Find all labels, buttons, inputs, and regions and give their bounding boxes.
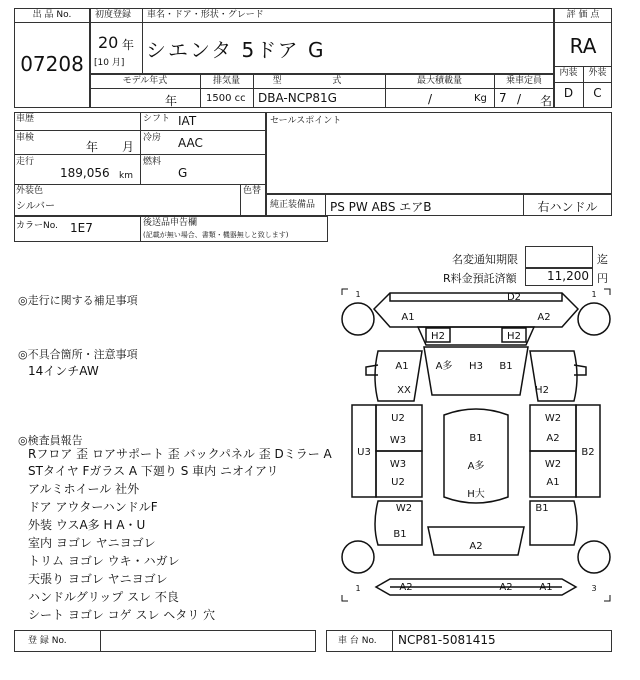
inspector-line: STタイヤ Fガラス A 下廻り S 車内 ニオイアリ: [28, 464, 279, 478]
car-name: シエンタ 5ドア G: [146, 38, 326, 62]
right-fender-label: H2: [535, 385, 549, 396]
defects-label: ◎不具合箇所・注意事項: [18, 348, 138, 361]
inspection-month-unit: 月: [122, 140, 135, 154]
left-door-2-label: W3: [389, 435, 407, 446]
ac-value: AAC: [178, 136, 203, 150]
inspector-line: シート ヨゴレ コゲ スレ ヘタリ 穴: [28, 608, 216, 622]
mileage-value: 189,056: [60, 166, 110, 180]
rear-bumper-right-label: A2: [499, 582, 513, 593]
interior-grade: D: [563, 86, 574, 100]
mileage-unit: km: [119, 171, 133, 181]
front-right-label: A2: [537, 312, 551, 323]
docs-label: 後送品申告欄: [143, 218, 198, 228]
reg-no-label: 登 録 No.: [28, 636, 67, 646]
repaint-label: 色替: [243, 186, 262, 196]
displacement-value: 1500 cc: [206, 93, 246, 104]
windshield-a-label: A多: [435, 361, 453, 372]
fuel-label: 燃料: [143, 157, 162, 167]
mileage-label: 走行: [16, 157, 35, 167]
color-no-label: カラーNo.: [16, 221, 58, 231]
right-side-label: B2: [581, 447, 595, 458]
exterior-color-label: 外装色: [16, 186, 44, 196]
tire-br-label: 3: [591, 584, 597, 593]
recycle-unit: 円: [597, 272, 608, 285]
right-door-2-label: A2: [546, 433, 560, 444]
right-door-4-label: A1: [546, 477, 560, 488]
tire-bl-label: 1: [355, 584, 361, 593]
lot-no-value: 07208: [20, 52, 84, 76]
right-door-1-label: W2: [544, 413, 562, 424]
recycle-value: 11,200: [547, 269, 589, 283]
model-label: 車名・ドア・形状・グレード: [147, 10, 264, 20]
windshield-h-label: H3: [469, 361, 483, 372]
fuel-value: G: [178, 166, 188, 180]
notice-unit: 迄: [597, 253, 608, 266]
max-load-slash: /: [428, 92, 433, 106]
rear-glass-label: A2: [469, 541, 483, 552]
shift-value: IAT: [178, 114, 197, 128]
exterior-grade: C: [593, 86, 602, 100]
inspector-line: 天張り ヨゴレ ヤニヨゴレ: [28, 572, 168, 586]
model-year-unit: 年: [165, 94, 178, 108]
hood-left-label: H2: [431, 331, 445, 342]
left-rear-2-label: B1: [393, 529, 407, 540]
left-rear-1-label: W2: [395, 503, 413, 514]
capacity-slash: /: [517, 92, 522, 106]
first-reg-year: 20: [98, 33, 119, 52]
windshield-b-label: B1: [499, 361, 513, 372]
shift-label: シフト: [143, 114, 171, 124]
max-load-label: 最大積載量: [416, 76, 462, 86]
top-bumper-label: D2: [506, 292, 522, 303]
left-side-label: U3: [357, 447, 371, 458]
notice-label: 名変通知期限: [452, 253, 518, 266]
car-damage-diagram: [338, 287, 614, 603]
inspector-line: アルミホイール 社外: [28, 482, 140, 496]
exterior-color-value: シルバー: [16, 201, 56, 212]
exterior-label: 外装: [588, 68, 607, 78]
capacity-value: 7: [499, 91, 507, 105]
chassis-label: 車 台 No.: [338, 636, 377, 646]
recycle-label: R料金預託済額: [443, 272, 517, 285]
hood-right-label: H2: [507, 331, 521, 342]
right-rear-label: B1: [535, 503, 549, 514]
inspector-line: 室内 ヨゴレ ヤニヨゴレ: [28, 536, 156, 550]
first-reg-year-unit: 年: [122, 38, 135, 52]
defects-text: 14インチAW: [28, 364, 99, 378]
tire-tr-label: 1: [591, 290, 597, 299]
left-fender-1-label: A1: [395, 361, 409, 372]
left-door-3-label: W3: [389, 459, 407, 470]
roof-3-label: H大: [467, 489, 485, 500]
first-reg-label: 初度登録: [95, 10, 132, 20]
equipment-label: 純正装備品: [270, 200, 316, 210]
chassis-value: NCP81-5081415: [398, 633, 496, 647]
rear-bumper-left-label: A2: [399, 582, 413, 593]
left-door-4-label: U2: [391, 477, 405, 488]
inspector-line: 外装 ウスA多 H A・U: [28, 518, 146, 532]
roof-1-label: B1: [469, 433, 483, 444]
inspection-label: 車検: [16, 133, 35, 143]
lot-no-label: 出 品 No.: [32, 10, 72, 20]
inspector-line: トリム ヨゴレ ウキ・ハガレ: [28, 554, 180, 568]
right-door-3-label: W2: [544, 459, 562, 470]
inspector-line: ドア アウターハンドルF: [28, 500, 158, 514]
handle-value: 右ハンドル: [537, 200, 598, 214]
left-door-1-label: U2: [391, 413, 405, 424]
capacity-label: 乗車定員: [505, 76, 542, 86]
type-label: 型 式: [272, 76, 366, 86]
grade-value: RA: [569, 34, 597, 58]
first-reg-month: [10 月]: [94, 58, 125, 68]
color-no-value: 1E7: [70, 221, 93, 235]
inspection-year-unit: 年: [86, 140, 99, 154]
inspector-line: Rフロア 歪 ロアサポート 歪 バックパネル 歪 Dミラー A: [28, 447, 332, 461]
displacement-label: 排気量: [212, 76, 240, 86]
left-fender-2-label: XX: [397, 385, 411, 396]
interior-label: 内装: [559, 68, 578, 78]
docs-note: (記載が無い場合、書類・機器無しと致します): [143, 231, 289, 239]
history-label: 車歴: [16, 114, 35, 124]
ac-label: 冷房: [143, 133, 162, 143]
equipment-value: PS PW ABS エアB: [330, 200, 432, 214]
max-load-unit: Kg: [474, 93, 487, 104]
front-left-label: A1: [401, 312, 415, 323]
capacity-unit: 名: [540, 94, 553, 108]
sales-point-label: セールスポイント: [270, 116, 342, 126]
supplement-label: ◎走行に関する補足事項: [18, 294, 138, 307]
inspector-label: ◎検査員報告: [18, 434, 83, 447]
roof-2-label: A多: [467, 461, 485, 472]
type-value: DBA-NCP81G: [258, 91, 337, 105]
tire-tl-label: 1: [355, 290, 361, 299]
grade-label: 評 価 点: [566, 10, 600, 20]
rear-bumper-right2-label: A1: [539, 582, 553, 593]
model-year-label: モデル年式: [122, 76, 168, 86]
inspector-line: ハンドルグリップ スレ 不良: [28, 590, 179, 604]
notice-field: [525, 246, 593, 268]
